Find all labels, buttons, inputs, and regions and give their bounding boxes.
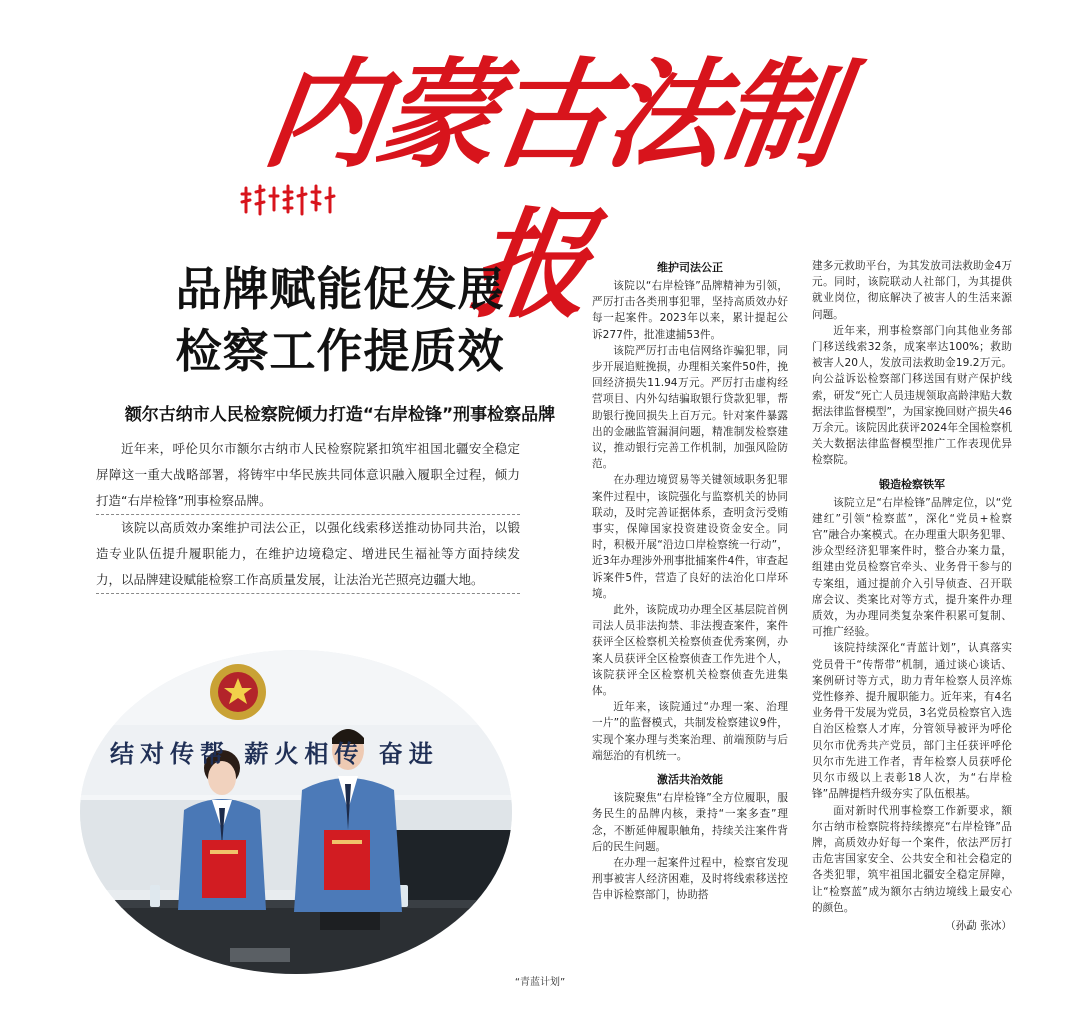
col1-paragraph-3: 在办理边境贸易等关键领域职务犯罪案件过程中，该院强化与监察机关的协同联动，及时完善证据体系，查明贪污受贿事实，保障国家投资建设资金安全。同时，积极开展“沿边口岸检察统一行动”，近3年办理涉外刑事批捕案件4件，审查起诉案件5件，营造了良好的法治化口岸环境。: [592, 474, 788, 600]
col2-paragraph-2: 近年来，刑事检察部门向其他业务部门移送线索32条，成案率达100%；救助被害人20人，发放司法救助金19.2万元。向公益诉讼检察部门移送国有财产保护线索，研发“死亡人员违规领取高龄津贴大数据法律监督模型”，为国家挽回财产损失46万余元。该院因此获评2024年全国检察机关大数据法律监督模型推广工作表现优异检察院。: [812, 324, 1012, 467]
masthead-title: 内蒙古法制报: [255, 45, 846, 334]
col1-paragraph-4: 此外，该院成功办理全区基层院首例司法人员非法拘禁、非法搜查案件，案件获评全区检察机关检察侦查优秀案例，办案人员获评全区检察侦查工作先进个人，该院获评全区检察机关检察侦查先进集体。: [592, 604, 788, 698]
photo-caption: “青蓝计划”: [514, 977, 566, 988]
section-heading-3: 锻造检察铁军: [879, 477, 945, 491]
col1-paragraph-5: 近年来，该院通过“办理一案、治理一片”的监督模式，共制发检察建议9件，实现个案办理与类案治理、前端预防与后端惩治的有机统一。: [592, 701, 788, 762]
col1-paragraph-7: 在办理一起案件过程中，检察官发现刑事被害人经济困难，及时将线索移送控告申诉检察部门，协助搭: [592, 856, 788, 902]
section-heading-1: 维护司法公正: [657, 261, 723, 274]
author-signature: （孙勐 张冰）: [945, 919, 1012, 932]
col2-paragraph-1: 建多元救助平台，为其发放司法救助金4万元。同时，该院联动人社部门，为其提供就业岗位，彻底解决了被害人的生活来源问题。: [812, 260, 1012, 321]
article-lead: [96, 436, 520, 594]
lead-paragraph-2: 该院以高质效办案维护司法公正，以强化线索移送推动协同共治，以锻造专业队伍提升履职能力，在维护边境稳定、增进民生福祉等方面持续发力，以品牌建设赋能检察工作高质量发展，让法治光芒照亮边疆大地。: [96, 515, 520, 594]
col1-paragraph-1: 该院以“右岸检锋”品牌精神为引领，严厉打击各类刑事犯罪，坚持高质效办好每一起案件。2023年以来，累计提起公诉277件，批准逮捕53件。: [592, 280, 788, 341]
col1-paragraph-2: 该院严厉打击电信网络诈骗犯罪，同步开展追赃挽损，办理相关案件50件，挽回经济损失11.94万元。严厉打击虚构经营项目、内外勾结骗取银行贷款犯罪，帮助银行挽回损失上百万元。针对案件暴露出的金融监管漏洞问题，精准制发检察建议，推动银行完善工作机制，加强风险防范。: [592, 344, 788, 471]
headline-line-2: 检察工作提质效: [175, 324, 505, 378]
col1-paragraph-6: 该院聚焦“右岸检锋”全方位履职，服务民生的品牌内核，秉持“一案多查”理念，不断延伸履职触角，持续关注案件背后的民生问题。: [592, 792, 788, 853]
mongolian-script-logo: [238, 182, 358, 220]
col2-paragraph-5: 面对新时代刑事检察工作新要求，额尔古纳市检察院将持续擦亮“右岸检锋”品牌，高质效办好每一个案件，依法严厉打击危害国家安全、公共安全和社会稳定的各类犯罪，筑牢祖国北疆安全稳定屏障，让“检察蓝”成为额尔古纳边境线上最安心的颜色。: [812, 804, 1012, 914]
photo-banner-text: 结对传帮 薪火相传 奋进: [110, 740, 439, 768]
article-column-1: [592, 258, 788, 904]
article-headline: [100, 258, 580, 382]
article-photo: [80, 650, 512, 975]
headline-line-1: 品牌赋能促发展: [175, 262, 505, 316]
section-heading-2: 激活共治效能: [657, 773, 723, 787]
article-subheadline: 额尔古纳市人民检察院倾力打造“右岸检锋”刑事检察品牌: [124, 405, 556, 425]
article-column-2: [812, 258, 1012, 934]
lead-paragraph-1: 近年来，呼伦贝尔市额尔古纳市人民检察院紧扣筑牢祖国北疆安全稳定屏障这一重大战略部署，将铸牢中华民族共同体意识融入履职全过程，倾力打造“右岸检锋”刑事检察品牌。: [96, 436, 520, 515]
col2-paragraph-4: 该院持续深化“青蓝计划”，认真落实党员骨干“传帮带”机制，通过谈心谈话、案例研讨等方式，助力青年检察人员淬炼党性修养、提升履职能力。近年来，有4名业务骨干发展为党员，3名党员检察官入选自治区检察人才库，分管领导被评为呼伦贝尔市优秀共产党员，部门主任获评呼伦贝尔市先进工作者，青年检察人员获呼伦贝尔市级以上表彰18人次，为“右岸检锋”品牌提档升级夯实了队伍根基。: [812, 642, 1012, 801]
col2-paragraph-3: 该院立足“右岸检锋”品牌定位，以“党建红”引领“检察蓝”，深化“党员+检察官”融合办案模式。在办理重大职务犯罪、涉众型经济犯罪案件时，整合办案力量，组建由党员检察官牵头、业务骨干参与的专案组，通过提前介入引导侦查、召开联席会议、类案比对等方式，提升案件办理质效，为办理同类复杂案件积累可复制、可推广经验。: [812, 496, 1012, 639]
